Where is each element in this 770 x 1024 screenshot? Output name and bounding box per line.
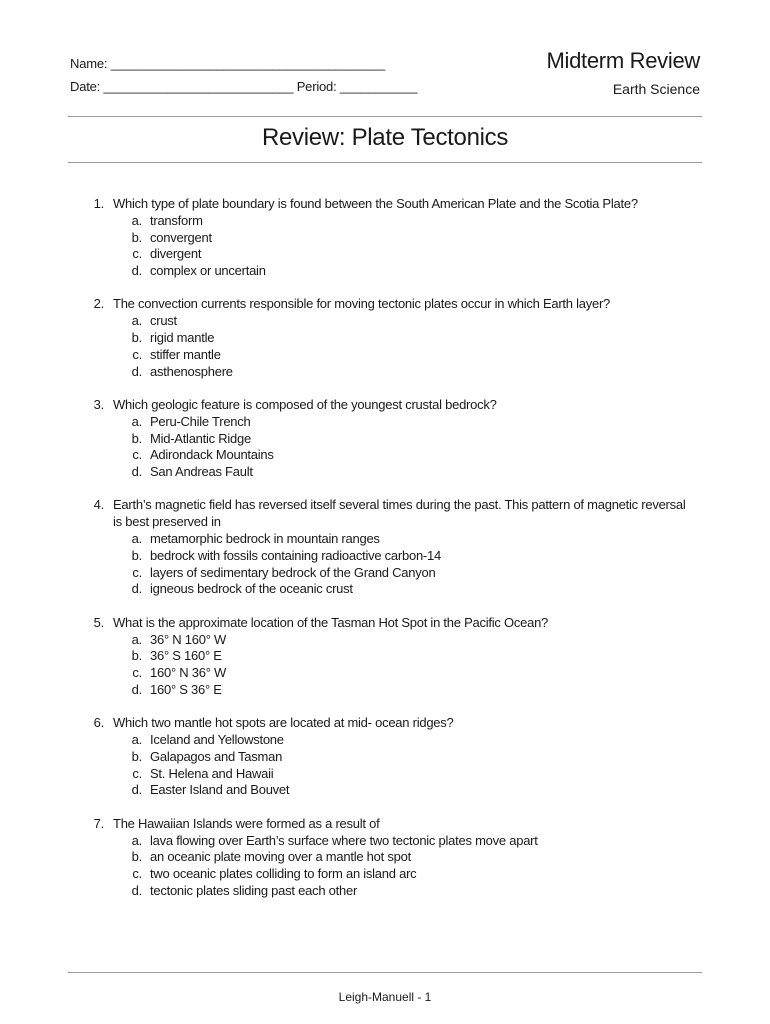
option-text: tectonic plates sliding past each other — [150, 882, 358, 898]
question-stem — [0, 397, 770, 414]
option-letter: c. — [132, 447, 142, 463]
question-stem — [0, 296, 770, 313]
option-text: layers of sedimentary bedrock of the Grand Canyon — [150, 564, 436, 580]
option-text: complex or uncertain — [150, 263, 266, 279]
option-letter: c. — [132, 665, 142, 681]
option-text: two oceanic plates colliding to form an island arc — [150, 866, 417, 882]
name-line: Name: _______________________________________ — [70, 56, 385, 71]
answer-option — [0, 665, 770, 682]
option-letter: b. — [131, 330, 142, 346]
question-stem — [0, 615, 770, 632]
option-text: asthenosphere — [150, 363, 233, 379]
option-text: San Andreas Fault — [150, 464, 253, 480]
option-letter: b. — [131, 648, 142, 664]
option-text: 36° S 160° E — [150, 648, 222, 664]
option-letter: d. — [131, 464, 142, 480]
answer-option — [0, 682, 770, 699]
option-text: transform — [150, 212, 203, 228]
answer-option — [0, 531, 770, 548]
option-letter: d. — [131, 882, 142, 898]
option-text: Iceland and Yellowstone — [150, 732, 284, 748]
answer-option — [0, 565, 770, 582]
option-letter: c. — [132, 346, 142, 362]
option-letter: c. — [132, 246, 142, 262]
answer-option — [0, 632, 770, 649]
question-number: 4. — [93, 497, 104, 513]
option-letter: c. — [132, 866, 142, 882]
option-text: stiffer mantle — [150, 346, 221, 362]
option-text: 160° N 36° W — [150, 665, 227, 681]
question-text: Which type of plate boundary is found between the South American Plate and the Scotia Plate? — [113, 196, 638, 211]
answer-option — [0, 866, 770, 883]
document-title: Midterm Review — [546, 48, 700, 73]
question-item — [0, 816, 770, 900]
answer-option — [0, 833, 770, 850]
question-stem — [0, 196, 770, 213]
option-text: Mid-Atlantic Ridge — [150, 430, 251, 446]
question-text: Which geologic feature is composed of the youngest crustal bedrock? — [113, 396, 497, 412]
option-text: 36° N 160° W — [150, 631, 227, 647]
answer-option — [0, 749, 770, 766]
option-letter: d. — [131, 581, 142, 597]
option-text: bedrock with fossils containing radioactive carbon-14 — [150, 547, 441, 563]
document-header — [547, 46, 701, 100]
question-item — [0, 615, 770, 699]
student-info-block — [70, 52, 417, 98]
answer-option — [0, 414, 770, 431]
option-letter: c. — [132, 765, 142, 781]
option-letter: c. — [132, 564, 142, 580]
answer-option — [0, 447, 770, 464]
question-text: The Hawaiian Islands were formed as a result of — [113, 815, 380, 831]
question-number: 1. — [93, 196, 104, 211]
answer-option — [0, 548, 770, 565]
answer-option — [0, 464, 770, 481]
option-text: metamorphic bedrock in mountain ranges — [150, 531, 380, 547]
page-footer: Leigh-Manuell - 1 — [338, 990, 432, 1004]
answer-option — [0, 849, 770, 866]
option-text: Adirondack Mountains — [150, 447, 274, 463]
answer-option — [0, 766, 770, 783]
question-stem — [0, 497, 770, 531]
question-item — [0, 296, 770, 380]
option-letter: a. — [131, 832, 142, 848]
question-list — [0, 196, 770, 916]
answer-option — [0, 648, 770, 665]
question-number: 7. — [93, 815, 104, 831]
option-letter: a. — [131, 531, 142, 547]
option-letter: a. — [131, 413, 142, 429]
answer-option — [0, 313, 770, 330]
option-letter: a. — [131, 631, 142, 647]
option-letter: a. — [131, 313, 142, 329]
question-number: 6. — [93, 715, 104, 731]
question-item — [0, 497, 770, 598]
option-text: St. Helena and Hawaii — [150, 765, 274, 781]
answer-option — [0, 782, 770, 799]
option-text: lava flowing over Earth’s surface where two tectonic plates move apart — [150, 832, 538, 848]
question-item — [0, 196, 770, 280]
option-letter: b. — [131, 430, 142, 446]
title-divider — [68, 162, 702, 163]
question-text: Which two mantle hot spots are located at mid- ocean ridges? — [113, 715, 454, 731]
question-number: 5. — [93, 614, 104, 630]
answer-option — [0, 263, 770, 280]
option-letter: a. — [131, 212, 142, 228]
option-letter: b. — [131, 229, 142, 245]
answer-option — [0, 732, 770, 749]
page-title: Review: Plate Tectonics — [261, 124, 509, 151]
option-letter: b. — [131, 849, 142, 865]
option-text: Easter Island and Bouvet — [150, 782, 290, 798]
option-letter: d. — [131, 782, 142, 798]
top-divider — [68, 116, 702, 117]
question-text: The convection currents responsible for moving tectonic plates occur in which Earth layer? — [113, 296, 611, 312]
answer-option — [0, 330, 770, 347]
option-letter: d. — [131, 263, 142, 279]
answer-option — [0, 246, 770, 263]
answer-option — [0, 883, 770, 900]
question-stem — [0, 816, 770, 833]
document-subtitle: Earth Science — [612, 81, 700, 97]
question-number: 3. — [93, 396, 104, 412]
answer-option — [0, 581, 770, 598]
option-text: an oceanic plate moving over a mantle hot spot — [150, 849, 411, 865]
question-stem — [0, 715, 770, 732]
question-item — [0, 397, 770, 481]
answer-option — [0, 213, 770, 230]
question-number: 2. — [93, 296, 104, 312]
option-text: convergent — [150, 229, 212, 245]
answer-option — [0, 364, 770, 381]
answer-option — [0, 230, 770, 247]
footer-divider — [68, 972, 702, 973]
option-text: crust — [150, 313, 177, 329]
answer-option — [0, 347, 770, 364]
option-letter: b. — [131, 748, 142, 764]
date-period-line: Date: ___________________________ Period: ___________ — [70, 79, 418, 94]
option-text: divergent — [150, 246, 202, 262]
option-text: Galapagos and Tasman — [150, 748, 283, 764]
option-letter: b. — [131, 547, 142, 563]
option-letter: a. — [131, 732, 142, 748]
option-letter: d. — [131, 363, 142, 379]
question-item — [0, 715, 770, 799]
option-text: 160° S 36° E — [150, 681, 222, 697]
option-text: Peru-Chile Trench — [150, 413, 251, 429]
question-text: What is the approximate location of the Tasman Hot Spot in the Pacific Ocean? — [113, 614, 549, 630]
answer-option — [0, 431, 770, 448]
question-text: Earth’s magnetic field has reversed itself several times during the past. This pattern of magnetic reversal is best preserved in — [113, 497, 686, 530]
option-text: igneous bedrock of the oceanic crust — [150, 581, 353, 597]
option-text: rigid mantle — [150, 330, 215, 346]
option-letter: d. — [131, 681, 142, 697]
